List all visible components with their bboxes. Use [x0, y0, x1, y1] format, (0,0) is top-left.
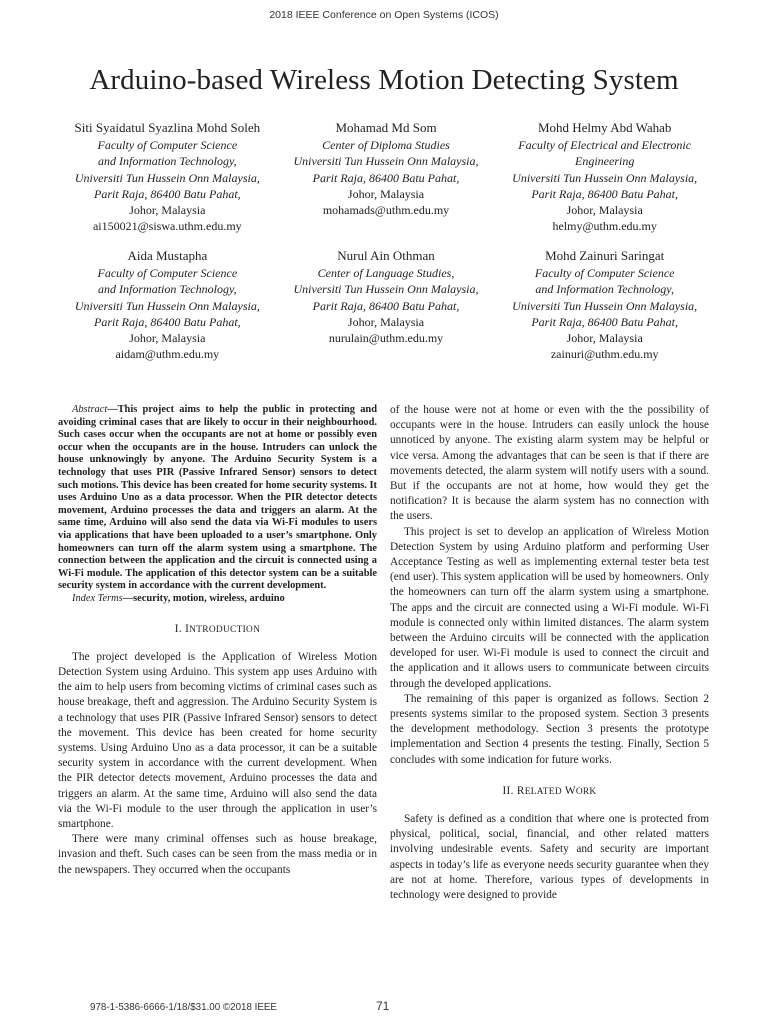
author-affiliation-line: Faculty of Computer Science [97, 266, 238, 281]
author-block [495, 120, 714, 234]
author-location: Johor, Malaysia [566, 203, 643, 218]
paragraph: The remaining of this paper is organized as follows. Section 2 presents systems similar to the proposed system. Section 3 presents the development methodology. Section 3 presents the prototype implementation and Section 4 presents the testing. Finally, Section 5 concludes with some indication for future works. [390, 692, 709, 766]
author-affiliation-line: Faculty of Electrical and Electronic [518, 138, 692, 153]
index-terms [58, 593, 377, 606]
author-affiliation-line: Faculty of Computer Science [534, 266, 675, 281]
author-affiliation-line: Parit Raja, 86400 Batu Pahat, [531, 186, 679, 201]
paragraph: of the house were not at home or even with the the possibility of occupants were in the house. Intruders can easily unlock the house unnoticed by anyone. The existing alarm system may be helpful or vice versa. Among the advantages that can be seen is that if there are movements detected, the alarm system will notify users with a sound. But if the occupants are not at home, how would they get the notification? It is because the alarm system has no connection with the users. [390, 404, 709, 523]
author-name: Aida Mustapha [127, 248, 208, 263]
author-block [277, 248, 496, 362]
author-location: Johor, Malaysia [347, 186, 425, 201]
section-number: I. [174, 622, 182, 635]
author-affiliation-line: Faculty of Computer Science [97, 138, 238, 153]
author-location: Johor, Malaysia [566, 331, 643, 346]
section-title-initial: W [564, 784, 576, 797]
paragraph: There were many criminal offenses such as house breakage, invasion and theft. Such cases can be seen from the mass media or in the newspapers. They occurred when the occupants [58, 833, 377, 876]
author-location: Johor, Malaysia [129, 203, 206, 218]
section-title-rest: NTRODUCTION [189, 624, 261, 635]
author-name: Mohd Helmy Abd Wahab [537, 120, 672, 135]
author-email: nurulain@uthm.edu.my [328, 331, 444, 346]
author-affiliation-line: Parit Raja, 86400 Batu Pahat, [312, 170, 460, 185]
footer-isbn: 978-1-5386-6666-1/18/$31.00 ©2018 IEEE [90, 1002, 277, 1013]
author-affiliation-line: Universiti Tun Hussein Onn Malaysia, [74, 170, 260, 185]
author-affiliation-line: Universiti Tun Hussein Onn Malaysia, [512, 298, 698, 313]
section-heading-related-work [390, 784, 709, 800]
author-affiliation-line: Universiti Tun Hussein Onn Malaysia, [293, 282, 479, 297]
section-title-initial: I [185, 622, 190, 635]
author-affiliation-line: Universiti Tun Hussein Onn Malaysia, [74, 298, 260, 313]
paragraph: Safety is defined as a condition that where one is protected from physical, political, social, financial, and other related matters involving undesirable events. Safety and security are important aspects in today’s life as everyone needs security guarantee when they are not at home. Therefore, various types of developments in technology were designed to provide [390, 813, 709, 902]
paper-title: Arduino-based Wireless Motion Detecting System [89, 64, 679, 96]
author-affiliation-line: and Information Technology, [98, 282, 237, 297]
author-block [58, 120, 277, 234]
author-row-1 [58, 120, 714, 234]
author-affiliation-line: Center of Language Studies, [317, 266, 455, 281]
author-email: mohamads@uthm.edu.my [322, 203, 450, 218]
author-block [58, 248, 277, 362]
right-column [390, 403, 709, 903]
abstract-text: —This project aims to help the public in protecting and avoiding criminal cases that are likely to occur in their neighbourhood. Such cases occur when the occupants are not at home or possibly even occur when the occupants are in the house. Intruders can unlock the house unknowingly by anyone. The Arduino Security System is a technology that uses PIR (Passive Infrared Sensor) sensors to detect such motions. This device has been created for home security systems. It uses Arduino Uno as a data processor. When the PIR detector detects movement, Arduino processes the data and triggers an alarm. At the same time, Arduino will also send the data via Wi-Fi modules to users via applications that have been uploaded to a user’s smartphone. Only homeowners can turn off the alarm system using a smartphone. The connection between the application and the circuit is connected using a Wi-Fi module. The application of this detector system can be a suitable security system in accordance with the current development. [58, 404, 377, 592]
abstract [58, 404, 377, 593]
author-affiliation-line: Engineering [575, 154, 635, 169]
paragraph: The project developed is the Application of Wireless Motion Detection System using Arduino. This system app uses Arduino with the aim to help users from becoming victims of criminal cases such as house breakage, theft and aggression. The Arduino Security System is a technology that uses PIR (Passive Infrared Sensor) sensors to detect the movement. This device has been created for home security systems. Using Arduino Uno as a data processor, it can be a suitable security system in accordance with the current development. When the PIR detector detects movement, Arduino processes the data and triggers an alarm. At the same time, Arduino will also send the data via the Wi-Fi module to the user through the application in user’s smartphone. [58, 650, 377, 830]
author-location: Johor, Malaysia [347, 314, 425, 329]
author-affiliation-line: Parit Raja, 86400 Batu Pahat, [94, 186, 241, 201]
author-row-2 [58, 248, 714, 362]
section-title-initial: R [516, 784, 525, 797]
author-email: helmy@uthm.edu.my [552, 219, 657, 234]
author-affiliation-line: Universiti Tun Hussein Onn Malaysia, [293, 154, 479, 169]
author-affiliation-line: Center of Diploma Studies [322, 138, 450, 153]
author-affiliation-line: Parit Raja, 86400 Batu Pahat, [531, 314, 679, 329]
author-affiliation-line: and Information Technology, [535, 282, 674, 297]
author-location: Johor, Malaysia [129, 331, 206, 346]
author-name: Nurul Ain Othman [337, 248, 435, 263]
author-name: Siti Syaidatul Syazlina Mohd Soleh [74, 120, 261, 135]
index-terms-lead: Index Terms [72, 592, 123, 604]
page-number: 71 [376, 999, 390, 1013]
abstract-lead: Abstract [72, 404, 108, 415]
section-number: II. [502, 784, 514, 797]
author-block [277, 120, 496, 234]
author-name: Mohamad Md Som [335, 120, 437, 135]
section-title-rest: ELATED [524, 786, 562, 797]
author-block [495, 248, 714, 362]
section-heading-introduction [58, 622, 377, 638]
author-affiliation-line: Parit Raja, 86400 Batu Pahat, [312, 298, 460, 313]
author-email: aidam@uthm.edu.my [115, 347, 220, 362]
author-email: ai150021@siswa.uthm.edu.my [92, 219, 242, 234]
author-affiliation-line: and Information Technology, [98, 154, 237, 169]
author-affiliation-line: Universiti Tun Hussein Onn Malaysia, [512, 170, 698, 185]
paragraph: This project is set to develop an application of Wireless Motion Detection System by using Arduino platform and performing User Acceptance Testing as well as implementing external tester beta test (end user). This system application will be used by homeowners. Only the homeowners can turn off the alarm system using a smartphone. The apps and the circuit are connected using a Wi-Fi module. Wi-Fi module is connected only within limited distances. The alarm system between the Arduino circuits will be connected with the application developed for user. Wi-Fi module is used to connect the circuit and the application and it allows users to communicate between circuits through the developed applications. [390, 525, 709, 690]
author-name: Mohd Zainuri Saringat [545, 248, 665, 263]
index-terms-text: —security, motion, wireless, arduino [122, 592, 285, 604]
conference-header: 2018 IEEE Conference on Open Systems (ICOS) [269, 9, 499, 21]
author-affiliation-line: Parit Raja, 86400 Batu Pahat, [94, 314, 241, 329]
section-title-rest: ORK [575, 786, 597, 797]
author-email: zainuri@uthm.edu.my [550, 347, 659, 362]
left-column [58, 404, 377, 878]
